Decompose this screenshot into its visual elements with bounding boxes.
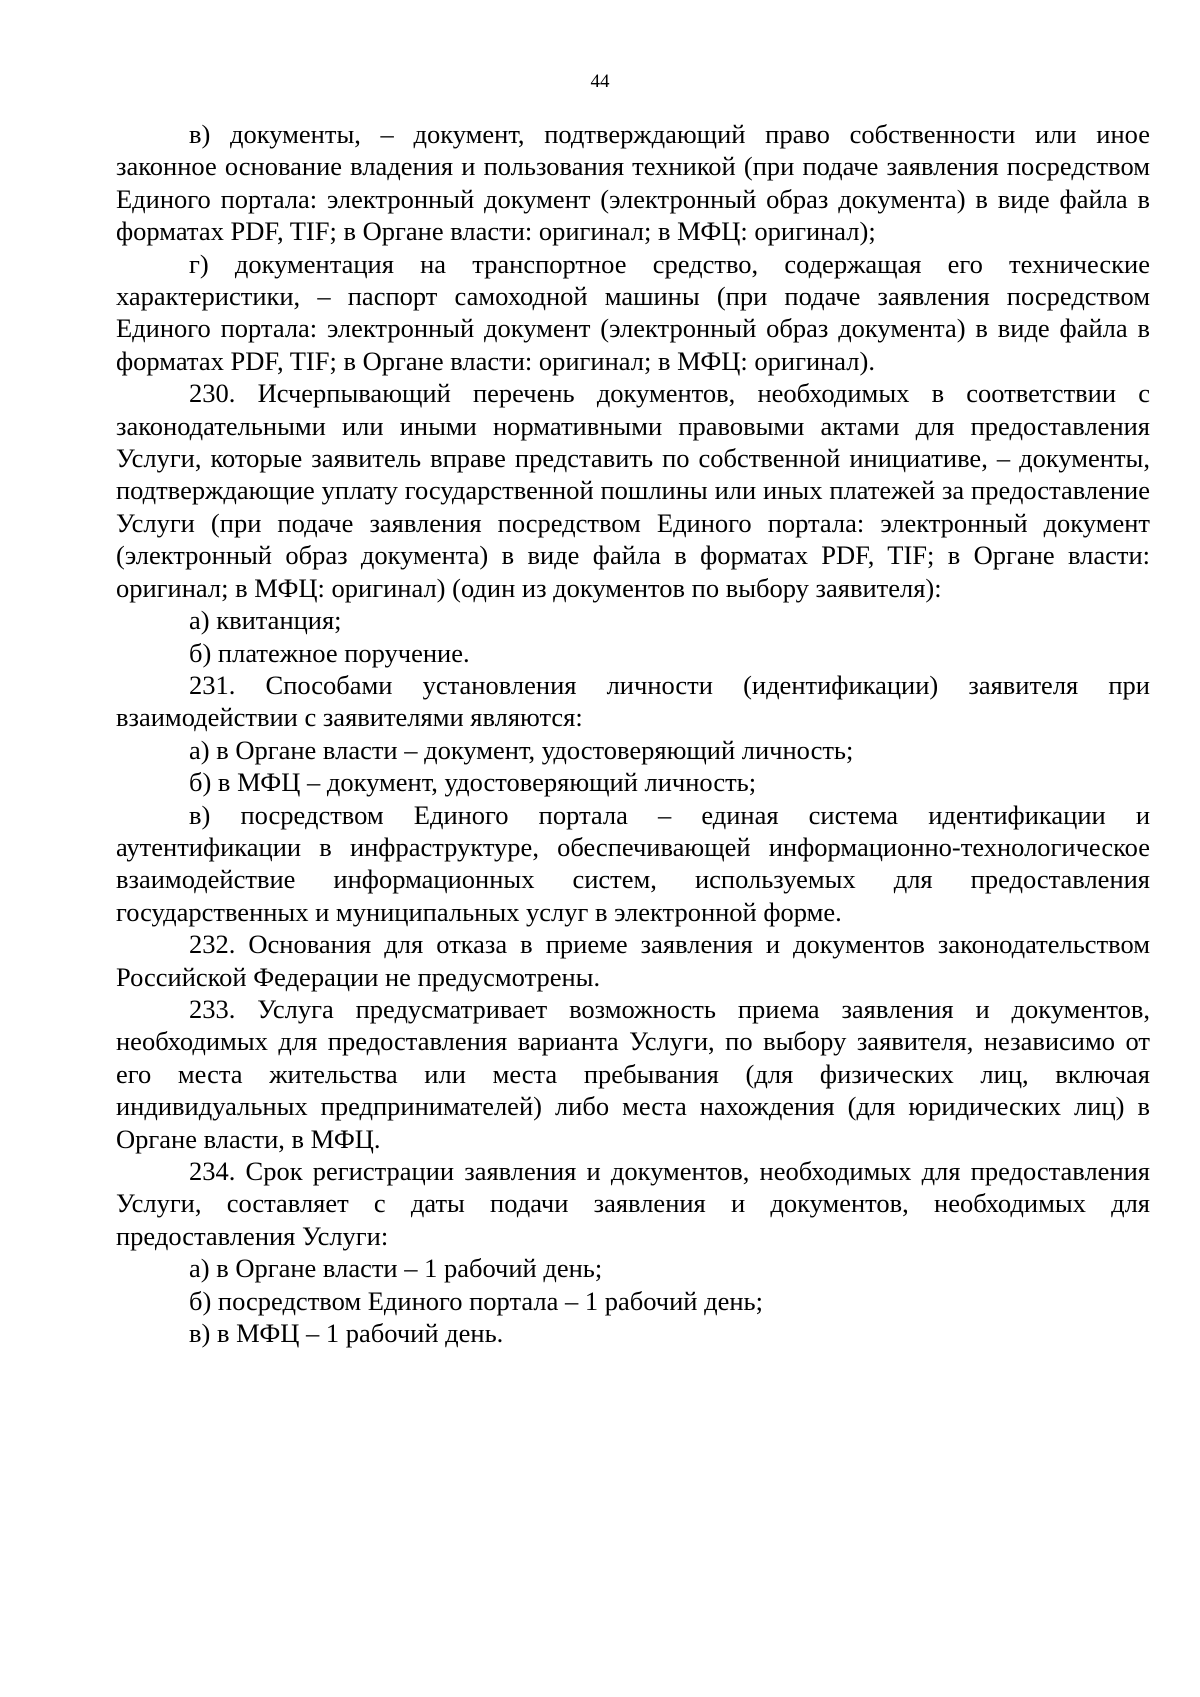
paragraph-234-item-a: а) в Органе власти – 1 рабочий день;: [189, 1253, 603, 1284]
paragraph-232: 232. Основания для отказа в приеме заявления и документов законодательством Российской Федерации не предусмотрены.: [116, 929, 1150, 992]
paragraph-233: 233. Услуга предусматривает возможность приема заявления и документов, необходимых для предоставления варианта Услуги, по выбору заявителя, независимо от его места жительства или места пребывания (для физических лиц, включая индивидуальных предпринимателей) либо места нахождения (для юридических лиц) в Органе власти, в МФЦ.: [116, 993, 1150, 1154]
paragraph-item-v-ownership-docs: в) документы, – документ, подтверждающий право собственности или иное законное основание владения и пользования техникой (при подаче заявления посредством Единого портала: электронный документ (электронный образ документа) в виде файла в форматах PDF, TIF; в Органе власти: оригинал; в МФЦ: оригинал);: [116, 119, 1150, 247]
paragraph-230: 230. Исчерпывающий перечень документов, необходимых в соответствии с законодательными или иными нормативными правовыми актами для предоставления Услуги, которые заявитель вправе представить по собственной инициативе, – документы, подтверждающие уплату государственной пошлины или иных платежей за предоставление Услуги (при подаче заявления посредством Единого портала: электронный документ (электронный образ документа) в виде файла в форматах PDF, TIF; в Органе власти: оригинал; в МФЦ: оригинал) (один из документов по выбору заявителя):: [116, 378, 1150, 603]
paragraph-231-item-b: б) в МФЦ – документ, удостоверяющий личность;: [189, 767, 757, 798]
paragraph-item-g-vehicle-docs: г) документация на транспортное средство, содержащая его технические характеристики, – паспорт самоходной машины (при подаче заявления посредством Единого портала: электронный документ (электронный образ документа) в виде файла в форматах PDF, TIF; в Органе власти: оригинал; в МФЦ: оригинал).: [116, 248, 1150, 376]
paragraph-234-item-v: в) в МФЦ – 1 рабочий день.: [189, 1318, 504, 1349]
paragraph-234: 234. Срок регистрации заявления и документов, необходимых для предоставления Услуги, составляет с даты подачи заявления и документов, необходимых для предоставления Услуги:: [116, 1156, 1150, 1251]
paragraph-230-item-a: а) квитанция;: [189, 605, 342, 636]
paragraph-230-item-b: б) платежное поручение.: [189, 637, 470, 668]
document-body: [116, 118, 1150, 1349]
paragraph-231: 231. Способами установления личности (идентификации) заявителя при взаимодействии с заявителями являются:: [116, 669, 1150, 733]
paragraph-231-item-a: а) в Органе власти – документ, удостоверяющий личность;: [189, 734, 854, 765]
paragraph-231-item-v: в) посредством Единого портала – единая система идентификации и аутентификации в инфраструктуре, обеспечивающей информационно-технологическое взаимодействие информационных систем, используемых для предоставления государственных и муниципальных услуг в электронной форме.: [116, 799, 1150, 927]
paragraph-234-item-b: б) посредством Единого портала – 1 рабочий день;: [189, 1285, 763, 1316]
page-number: 44: [590, 71, 610, 92]
